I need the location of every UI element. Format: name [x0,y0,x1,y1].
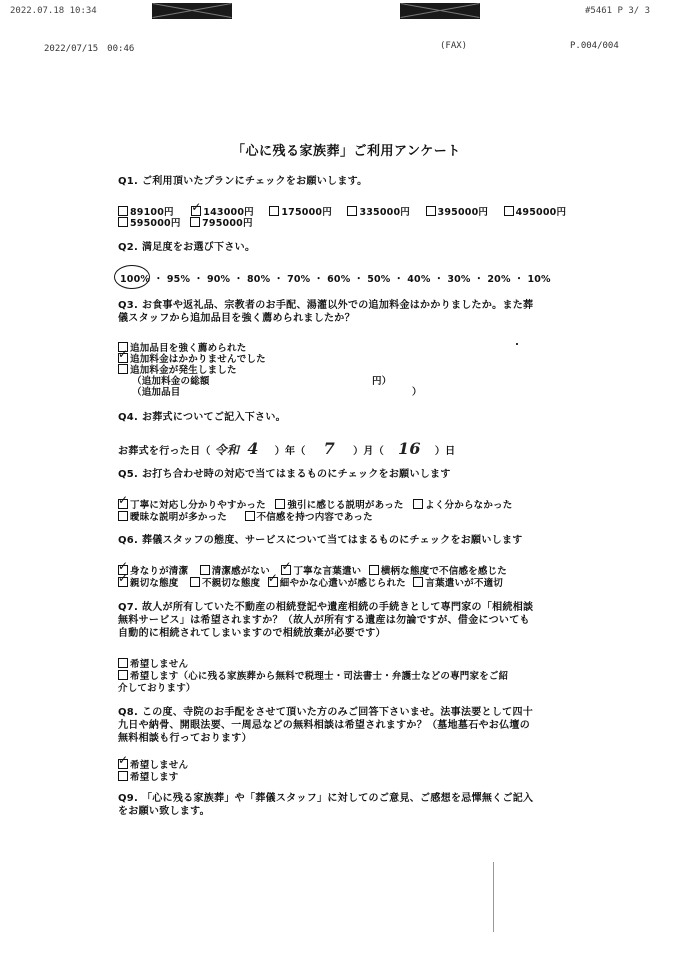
q5-label: Q5. お打ち合わせ時の対応で当てはまるものにチェックをお願いします [118,469,451,480]
checkbox[interactable] [413,499,423,509]
checkbox[interactable] [118,771,128,781]
checkbox[interactable] [275,499,285,509]
scale-option[interactable]: 70% [287,274,311,285]
redaction-box [152,3,232,19]
q6-option[interactable]: ✓身なりが清潔 [118,566,188,577]
checkbox[interactable] [118,217,128,227]
month-unit: ）月（ [353,446,384,457]
year-unit: ）年（ [274,446,306,457]
scale-option[interactable]: 30% [447,274,471,285]
scale-option[interactable]: 20% [487,274,511,285]
checkbox[interactable] [118,511,128,521]
date-prefix: お葬式を行った日（ [118,446,211,457]
handwritten-year[interactable]: 4 [247,439,259,458]
q8-label-line1: Q8. この度、寺院のお手配をさせて頂いた方のみご回答下さいませ。法事法要として四十 [118,707,534,718]
page-title: 「心に残る家族葬」ご利用アンケート [232,144,461,159]
checkbox[interactable] [118,658,128,668]
scale-option[interactable]: 60% [327,274,351,285]
q1-options-row2 [118,215,253,229]
q8-label-line2: 九日や納骨、開眼法要、一周忌などの無料相談は希望されますか？（墓地墓石やお仏壇の [118,720,530,731]
checkbox[interactable] [281,565,291,575]
q3-extra-items-label: （追加品目 [132,387,181,398]
handwritten-month[interactable]: 7 [323,439,336,458]
q3-extra-items-end: ） [412,387,422,398]
q9-label-line2: をお願い致します。 [118,806,210,817]
checkbox[interactable] [118,499,128,509]
q8-label-line3: 無料相談も行っております） [118,733,252,744]
scale-option[interactable]: 100% [120,274,151,285]
q1-option[interactable]: 495000円 [504,207,567,218]
q5-option[interactable]: 不信感を持つ内容であった [245,512,373,523]
q6-option[interactable]: ✓ 細やかな心遣いが感じられた [268,578,406,589]
fax-timestamp: 2022.07.18 10:34 [10,6,97,16]
fax-header-page: P.004/004 [570,41,619,51]
checkbox[interactable] [269,206,279,216]
q5-option[interactable]: 曖昧な説明が多かった [118,512,227,523]
q5-row2 [118,509,373,523]
checkbox[interactable] [118,577,128,587]
checkbox[interactable] [118,364,128,374]
q7-label-line1: Q7. 故人が所有していた不動産の相続登記や遺産相続の手続きとして専門家の「相続相談 [118,602,534,613]
q1-option[interactable]: ✓ 143000円 [191,207,254,218]
q5-option[interactable]: ✓丁寧に対応し分かりやすかった [118,500,266,511]
q5-option[interactable]: よく分からなかった [413,500,512,511]
q6-option[interactable]: 言葉遣いが不適切 [413,578,503,589]
handwritten-day[interactable]: 16 [398,439,421,458]
checkbox[interactable] [190,217,200,227]
q3-extra-cost-end: 円） [372,376,392,387]
q8-option[interactable]: ✓希望しません [118,757,188,771]
q7-option[interactable]: 希望します（心に残る家族葬から無料で税理士・司法書士・弁護士などの専門家をご紹 [118,668,508,682]
scale-option[interactable]: 50% [367,274,391,285]
q1-option[interactable]: 175000円 [269,207,332,218]
checkbox[interactable] [369,565,379,575]
checkbox[interactable] [190,577,200,587]
q2-label: Q2. 満足度をお選び下さい。 [118,242,256,253]
fax-header-datetime: 2022/07/15 00:46 [44,44,135,54]
q3-option[interactable]: 追加料金が発生しました [118,362,237,376]
checkbox[interactable] [268,577,278,587]
q6-option[interactable]: 清潔感がない [200,566,270,577]
checkbox[interactable] [413,577,423,587]
scale-option[interactable]: 40% [407,274,431,285]
checkbox[interactable] [347,206,357,216]
q6-option[interactable]: 不親切な態度 [190,578,260,589]
q5-option[interactable]: 強引に感じる説明があった [275,500,403,511]
checkbox[interactable] [504,206,514,216]
fax-header-label: (FAX) [440,41,468,51]
q8-option[interactable]: 希望します [118,769,179,783]
q3-extra-cost-label: （追加料金の総額 [132,376,210,387]
checkbox[interactable] [426,206,436,216]
day-unit: ）日 [434,446,456,457]
q1-option[interactable]: 395000円 [426,207,489,218]
checkbox[interactable] [118,759,128,769]
q1-option[interactable]: 795000円 [190,218,253,229]
fax-page-info: #5461 P 3/ 3 [585,6,651,16]
q3-option[interactable]: ✓追加料金はかかりませんでした [118,351,266,365]
handwritten-era[interactable]: 令和 [214,443,240,457]
checkbox[interactable] [200,565,210,575]
q6-row2 [118,575,503,589]
selected-circle-mark [114,265,150,289]
q4-date-row [118,439,455,458]
q6-option[interactable]: ✓ 丁寧な言葉遣い [281,566,361,577]
q7-label-line3: 自動的に相続されてしまいますので相続放棄が必要です） [118,628,386,639]
scale-option[interactable]: 80% [247,274,271,285]
checkbox[interactable] [245,511,255,521]
q7-option-continued: 介しております） [118,683,196,694]
q9-label-line1: Q9. 「心に残る家族葬」や「葬儀スタッフ」に対してのご意見、ご感想を忌憚無くご記入 [118,793,534,804]
redaction-box [400,3,480,19]
scale-option[interactable]: 90% [206,274,231,285]
scan-line-artifact [493,862,494,932]
q9-comment-area[interactable] [120,818,575,928]
q3-label-line2: 儀スタッフから追加品目を強く薦められましたか？ [118,313,355,324]
scale-option[interactable]: 10% [527,274,551,285]
q2-scale[interactable]: 100% ・ 95% ・ 90% ・ 80% ・ 70% ・ 60% ・ 50% ・ 40% ・ 30% ・ 20% ・ 10% [120,274,551,285]
q1-option[interactable]: 595000円 [118,218,181,229]
q6-label: Q6. 葬儀スタッフの態度、サービスについて当てはまるものにチェックをお願いします [118,535,523,546]
checkbox[interactable] [118,670,128,680]
q3-option[interactable]: 追加品目を強く薦められた [118,340,246,354]
q4-label: Q4. お葬式についてご記入下さい。 [118,412,286,423]
scale-option[interactable]: 95% [166,274,191,285]
q6-option[interactable]: ✓親切な態度 [118,578,179,589]
q3-label-line1: Q3. お食事や返礼品、宗教者のお手配、湯灌以外での追加料金はかかりましたか。また葬 [118,300,534,311]
q1-option[interactable]: 89100円 [118,207,174,218]
q6-option[interactable]: 横柄な態度で不信感を感じた [369,566,507,577]
scan-dot-artifact [516,343,518,345]
q7-option[interactable]: 希望しません [118,656,188,670]
q1-label: Q1. ご利用頂いたプランにチェックをお願いします。 [118,176,368,187]
q7-label-line2: 無料サービス」は希望されますか？（故人が所有する遺産は勿論ですが、借金についても [118,615,530,626]
q1-option[interactable]: 335000円 [347,207,410,218]
